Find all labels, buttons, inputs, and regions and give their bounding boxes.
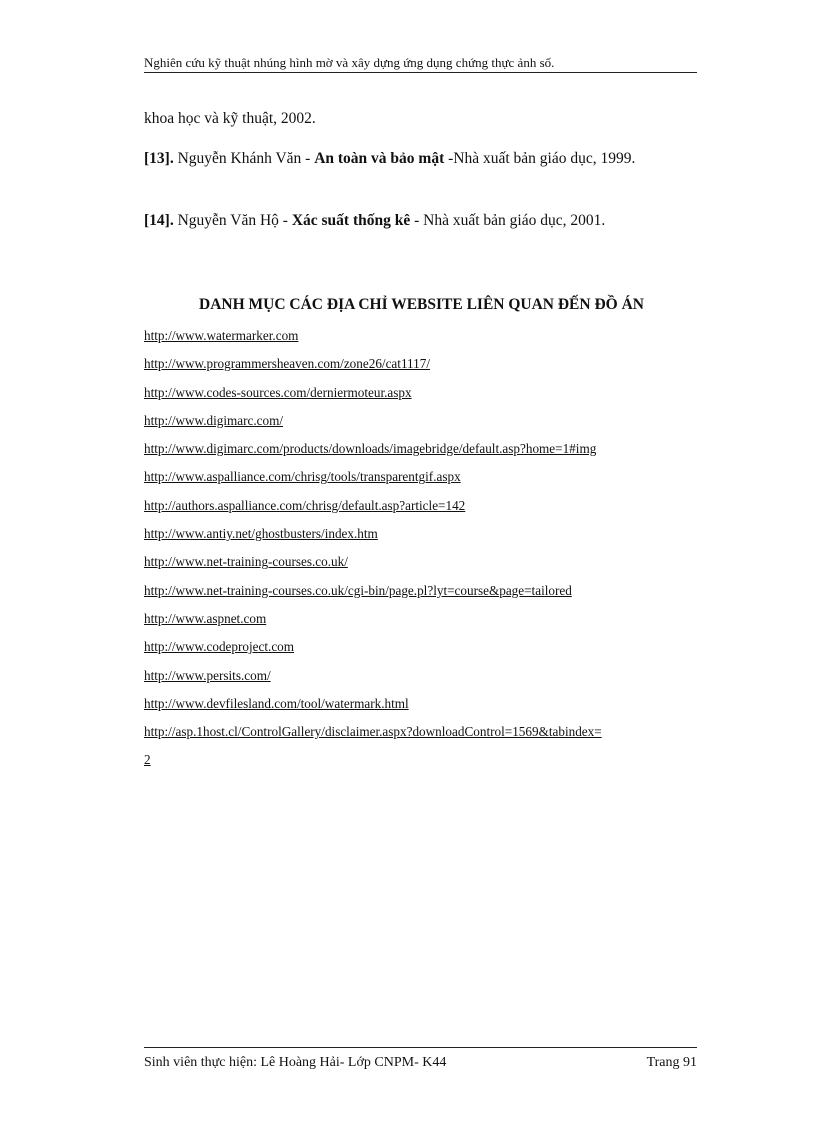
website-link[interactable]: http://www.codes-sources.com/derniermoteur.aspx — [144, 384, 412, 400]
website-link[interactable]: http://www.net-training-courses.co.uk/ — [144, 554, 348, 570]
page-footer — [144, 1055, 697, 1071]
reference-14-title: Xác suất thống kê — [291, 212, 411, 229]
website-link[interactable]: http://www.codeproject.com — [144, 639, 295, 655]
reference-13-rest: -Nhà xuất bản giáo dục, 1999. — [444, 150, 636, 167]
reference-14-number: [14]. — [144, 212, 174, 229]
website-link-continuation[interactable]: 2 — [144, 752, 151, 768]
reference-continuation-text: khoa học và kỹ thuật, 2002. — [144, 110, 316, 127]
reference-14 — [144, 208, 699, 234]
reference-13 — [144, 146, 699, 172]
website-list — [144, 325, 704, 778]
reference-14-author: Nguyễn Văn Hộ - — [173, 212, 292, 229]
reference-14-rest: - Nhà xuất bản giáo dục, 2001. — [410, 212, 606, 229]
reference-13-author: Nguyễn Khánh Văn - — [173, 150, 315, 167]
reference-13-number: [13]. — [144, 150, 174, 167]
footer-student: Sinh viên thực hiện: Lê Hoàng Hải- Lớp CNPM- K44 — [144, 1055, 447, 1070]
website-link[interactable]: http://www.antiy.net/ghostbusters/index.htm — [144, 526, 378, 542]
footer-page-number: Trang 91 — [646, 1055, 697, 1070]
website-link[interactable]: http://www.watermarker.com — [144, 328, 299, 343]
website-link[interactable]: http://www.digimarc.com/products/downloads/imagebridge/default.asp?home=1#img — [144, 441, 597, 457]
website-link[interactable]: http://www.aspalliance.com/chrisg/tools/transparentgif.aspx — [144, 469, 461, 485]
page-header — [144, 55, 697, 73]
website-link[interactable]: http://www.aspnet.com — [144, 610, 267, 626]
reference-continuation — [144, 106, 699, 132]
website-link[interactable]: http://asp.1host.cl/ControlGallery/disclaimer.aspx?downloadControl=1569&tabindex= — [144, 724, 602, 740]
website-link[interactable]: http://www.devfilesland.com/tool/watermark.html — [144, 695, 409, 711]
header-title: Nghiên cứu kỹ thuật nhúng hình mờ và xây dựng ứng dụng chứng thực ảnh số. — [144, 55, 555, 70]
website-link[interactable]: http://www.persits.com/ — [144, 667, 271, 683]
footer-rule — [144, 1047, 697, 1048]
websites-heading: DANH MỤC CÁC ĐỊA CHỈ WEBSITE LIÊN QUAN ĐẾN ĐỒ ÁN — [199, 296, 644, 313]
website-link[interactable]: http://www.net-training-courses.co.uk/cgi-bin/page.pl?lyt=course&page=tailored — [144, 582, 572, 598]
website-link[interactable]: http://authors.aspalliance.com/chrisg/default.asp?article=142 — [144, 497, 466, 513]
website-link[interactable]: http://www.programmersheaven.com/zone26/cat1117/ — [144, 356, 431, 372]
website-link[interactable]: http://www.digimarc.com/ — [144, 412, 284, 428]
reference-13-title: An toàn và bảo mật — [314, 150, 445, 167]
